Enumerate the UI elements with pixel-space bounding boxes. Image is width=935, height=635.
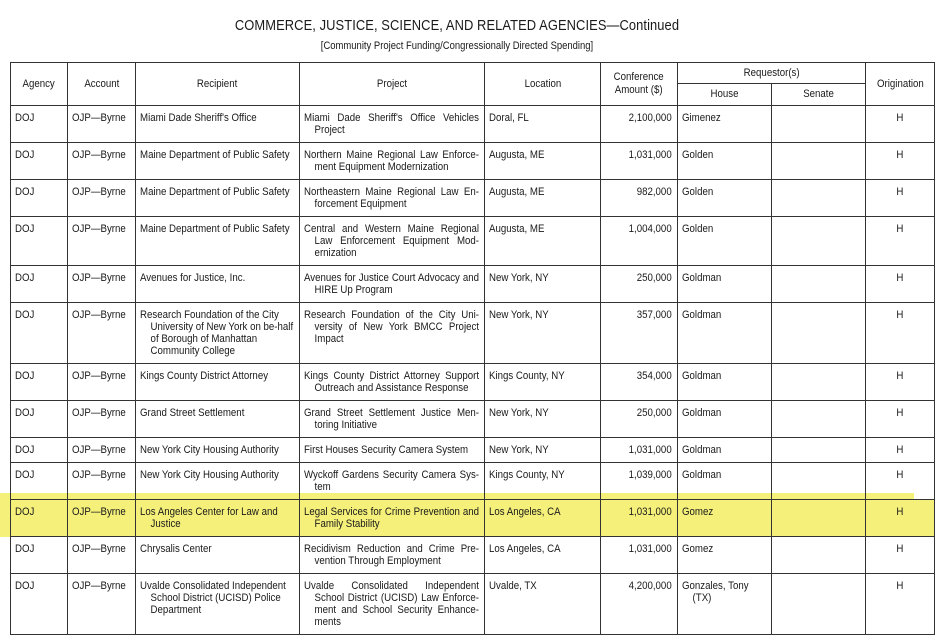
amount-cell: 1,031,000	[601, 438, 678, 463]
recipient-cell: Maine Department of Public Safety	[136, 143, 300, 180]
header-project: Project	[300, 63, 485, 106]
table-row	[11, 180, 935, 217]
location-cell: Augusta, ME	[485, 143, 601, 180]
location-cell: New York, NY	[485, 303, 601, 364]
location-cell: Uvalde, TX	[485, 574, 601, 635]
origination-cell: H	[866, 143, 935, 180]
project-cell: Central and Western Maine Regional Law Enforcement Equipment Mod-ernization	[300, 217, 485, 266]
table-row	[11, 500, 935, 537]
amount-cell: 4,200,000	[601, 574, 678, 635]
senate-requestor-cell	[772, 303, 866, 364]
recipient-cell: Chrysalis Center	[136, 537, 300, 574]
amount-cell: 250,000	[601, 401, 678, 438]
amount-cell: 1,039,000	[601, 463, 678, 500]
header-agency: Agency	[11, 63, 68, 106]
house-requestor-cell: Goldman	[678, 463, 772, 500]
house-requestor-cell: Golden	[678, 143, 772, 180]
agency-cell: DOJ	[11, 574, 68, 635]
table-row	[11, 217, 935, 266]
project-cell: Grand Street Settlement Justice Men-toring Initiative	[300, 401, 485, 438]
agency-cell: DOJ	[11, 438, 68, 463]
house-requestor-cell: Goldman	[678, 401, 772, 438]
origination-cell: H	[866, 217, 935, 266]
senate-requestor-cell	[772, 500, 866, 537]
agency-cell: DOJ	[11, 537, 68, 574]
project-cell: Research Foundation of the City Uni-versity of New York BMCC Project Impact	[300, 303, 485, 364]
agency-cell: DOJ	[11, 500, 68, 537]
recipient-cell: New York City Housing Authority	[136, 463, 300, 500]
page-subtitle: [Community Project Funding/Congressionally Directed Spending]	[320, 40, 594, 52]
header-recipient: Recipient	[136, 63, 300, 106]
house-requestor-cell: Goldman	[678, 438, 772, 463]
agency-cell: DOJ	[11, 401, 68, 438]
location-cell: Kings County, NY	[485, 364, 601, 401]
account-cell: OJP—Byrne	[68, 574, 136, 635]
recipient-cell: Maine Department of Public Safety	[136, 180, 300, 217]
location-cell: Doral, FL	[485, 106, 601, 143]
house-requestor-cell: Gomez	[678, 500, 772, 537]
origination-cell: H	[866, 303, 935, 364]
header-requestors: Requestor(s)	[678, 63, 866, 84]
account-cell: OJP—Byrne	[68, 438, 136, 463]
amount-cell: 1,004,000	[601, 217, 678, 266]
house-requestor-cell: Goldman	[678, 266, 772, 303]
header-location: Location	[485, 63, 601, 106]
account-cell: OJP—Byrne	[68, 401, 136, 438]
project-cell: Recidivism Reduction and Crime Pre-vention Through Employment	[300, 537, 485, 574]
origination-cell: H	[866, 106, 935, 143]
table-row	[11, 401, 935, 438]
project-cell: Miami Dade Sheriff's Office Vehicles Project	[300, 106, 485, 143]
house-requestor-cell: Goldman	[678, 364, 772, 401]
account-cell: OJP—Byrne	[68, 303, 136, 364]
location-cell: New York, NY	[485, 266, 601, 303]
amount-cell: 1,031,000	[601, 537, 678, 574]
senate-requestor-cell	[772, 180, 866, 217]
page-title: COMMERCE, JUSTICE, SCIENCE, AND RELATED AGENCIES—Continued	[234, 17, 680, 34]
funding-table	[10, 62, 935, 635]
account-cell: OJP—Byrne	[68, 364, 136, 401]
account-cell: OJP—Byrne	[68, 217, 136, 266]
table-row	[11, 143, 935, 180]
recipient-cell: Los Angeles Center for Law and Justice	[136, 500, 300, 537]
senate-requestor-cell	[772, 401, 866, 438]
account-cell: OJP—Byrne	[68, 180, 136, 217]
house-requestor-cell: Golden	[678, 180, 772, 217]
house-requestor-cell: Gimenez	[678, 106, 772, 143]
senate-requestor-cell	[772, 463, 866, 500]
location-cell: Augusta, ME	[485, 180, 601, 217]
amount-cell: 982,000	[601, 180, 678, 217]
origination-cell: H	[866, 364, 935, 401]
recipient-cell: Grand Street Settlement	[136, 401, 300, 438]
table-row	[11, 537, 935, 574]
header-amount: Conference Amount ($)	[601, 63, 678, 106]
account-cell: OJP—Byrne	[68, 266, 136, 303]
house-requestor-cell: Gonzales, Tony (TX)	[678, 574, 772, 635]
amount-cell: 1,031,000	[601, 143, 678, 180]
origination-cell: H	[866, 500, 935, 537]
recipient-cell: Research Foundation of the City University of New York on be-half of Borough of Manhattan Community College	[136, 303, 300, 364]
project-cell: Avenues for Justice Court Advocacy and HIRE Up Program	[300, 266, 485, 303]
table-row	[11, 574, 935, 635]
location-cell: Los Angeles, CA	[485, 500, 601, 537]
account-cell: OJP—Byrne	[68, 537, 136, 574]
origination-cell: H	[866, 537, 935, 574]
origination-cell: H	[866, 401, 935, 438]
project-cell: Uvalde Consolidated Independent School District (UCISD) Law Enforce-ment and School Security Enhance-ments	[300, 574, 485, 635]
origination-cell: H	[866, 574, 935, 635]
senate-requestor-cell	[772, 143, 866, 180]
project-cell: First Houses Security Camera System	[300, 438, 485, 463]
senate-requestor-cell	[772, 106, 866, 143]
location-cell: Augusta, ME	[485, 217, 601, 266]
recipient-cell: Kings County District Attorney	[136, 364, 300, 401]
table-row	[11, 303, 935, 364]
origination-cell: H	[866, 180, 935, 217]
location-cell: New York, NY	[485, 438, 601, 463]
table-row	[11, 106, 935, 143]
agency-cell: DOJ	[11, 364, 68, 401]
table-row	[11, 364, 935, 401]
senate-requestor-cell	[772, 266, 866, 303]
account-cell: OJP—Byrne	[68, 106, 136, 143]
house-requestor-cell: Goldman	[678, 303, 772, 364]
header-origination: Origination	[866, 63, 935, 106]
agency-cell: DOJ	[11, 303, 68, 364]
origination-cell: H	[866, 266, 935, 303]
table-row	[11, 463, 935, 500]
senate-requestor-cell	[772, 438, 866, 463]
recipient-cell: Maine Department of Public Safety	[136, 217, 300, 266]
recipient-cell: Avenues for Justice, Inc.	[136, 266, 300, 303]
table-row	[11, 266, 935, 303]
location-cell: Los Angeles, CA	[485, 537, 601, 574]
project-cell: Kings County District Attorney Support Outreach and Assistance Response	[300, 364, 485, 401]
account-cell: OJP—Byrne	[68, 500, 136, 537]
origination-cell: H	[866, 438, 935, 463]
location-cell: New York, NY	[485, 401, 601, 438]
senate-requestor-cell	[772, 217, 866, 266]
house-requestor-cell: Golden	[678, 217, 772, 266]
recipient-cell: Uvalde Consolidated Independent School District (UCISD) Police Department	[136, 574, 300, 635]
account-cell: OJP—Byrne	[68, 143, 136, 180]
table-row	[11, 438, 935, 463]
agency-cell: DOJ	[11, 106, 68, 143]
agency-cell: DOJ	[11, 266, 68, 303]
amount-cell: 354,000	[601, 364, 678, 401]
header-account: Account	[68, 63, 136, 106]
agency-cell: DOJ	[11, 180, 68, 217]
senate-requestor-cell	[772, 574, 866, 635]
agency-cell: DOJ	[11, 143, 68, 180]
project-cell: Northeastern Maine Regional Law En-forcement Equipment	[300, 180, 485, 217]
project-cell: Legal Services for Crime Prevention and Family Stability	[300, 500, 485, 537]
header-house: House	[678, 84, 772, 106]
senate-requestor-cell	[772, 364, 866, 401]
project-cell: Wyckoff Gardens Security Camera Sys-tem	[300, 463, 485, 500]
location-cell: Kings County, NY	[485, 463, 601, 500]
project-cell: Northern Maine Regional Law Enforce-ment Equipment Modernization	[300, 143, 485, 180]
agency-cell: DOJ	[11, 463, 68, 500]
recipient-cell: New York City Housing Authority	[136, 438, 300, 463]
account-cell: OJP—Byrne	[68, 463, 136, 500]
origination-cell: H	[866, 463, 935, 500]
amount-cell: 1,031,000	[601, 500, 678, 537]
house-requestor-cell: Gomez	[678, 537, 772, 574]
amount-cell: 250,000	[601, 266, 678, 303]
amount-cell: 357,000	[601, 303, 678, 364]
recipient-cell: Miami Dade Sheriff's Office	[136, 106, 300, 143]
amount-cell: 2,100,000	[601, 106, 678, 143]
header-senate: Senate	[772, 84, 866, 106]
senate-requestor-cell	[772, 537, 866, 574]
agency-cell: DOJ	[11, 217, 68, 266]
